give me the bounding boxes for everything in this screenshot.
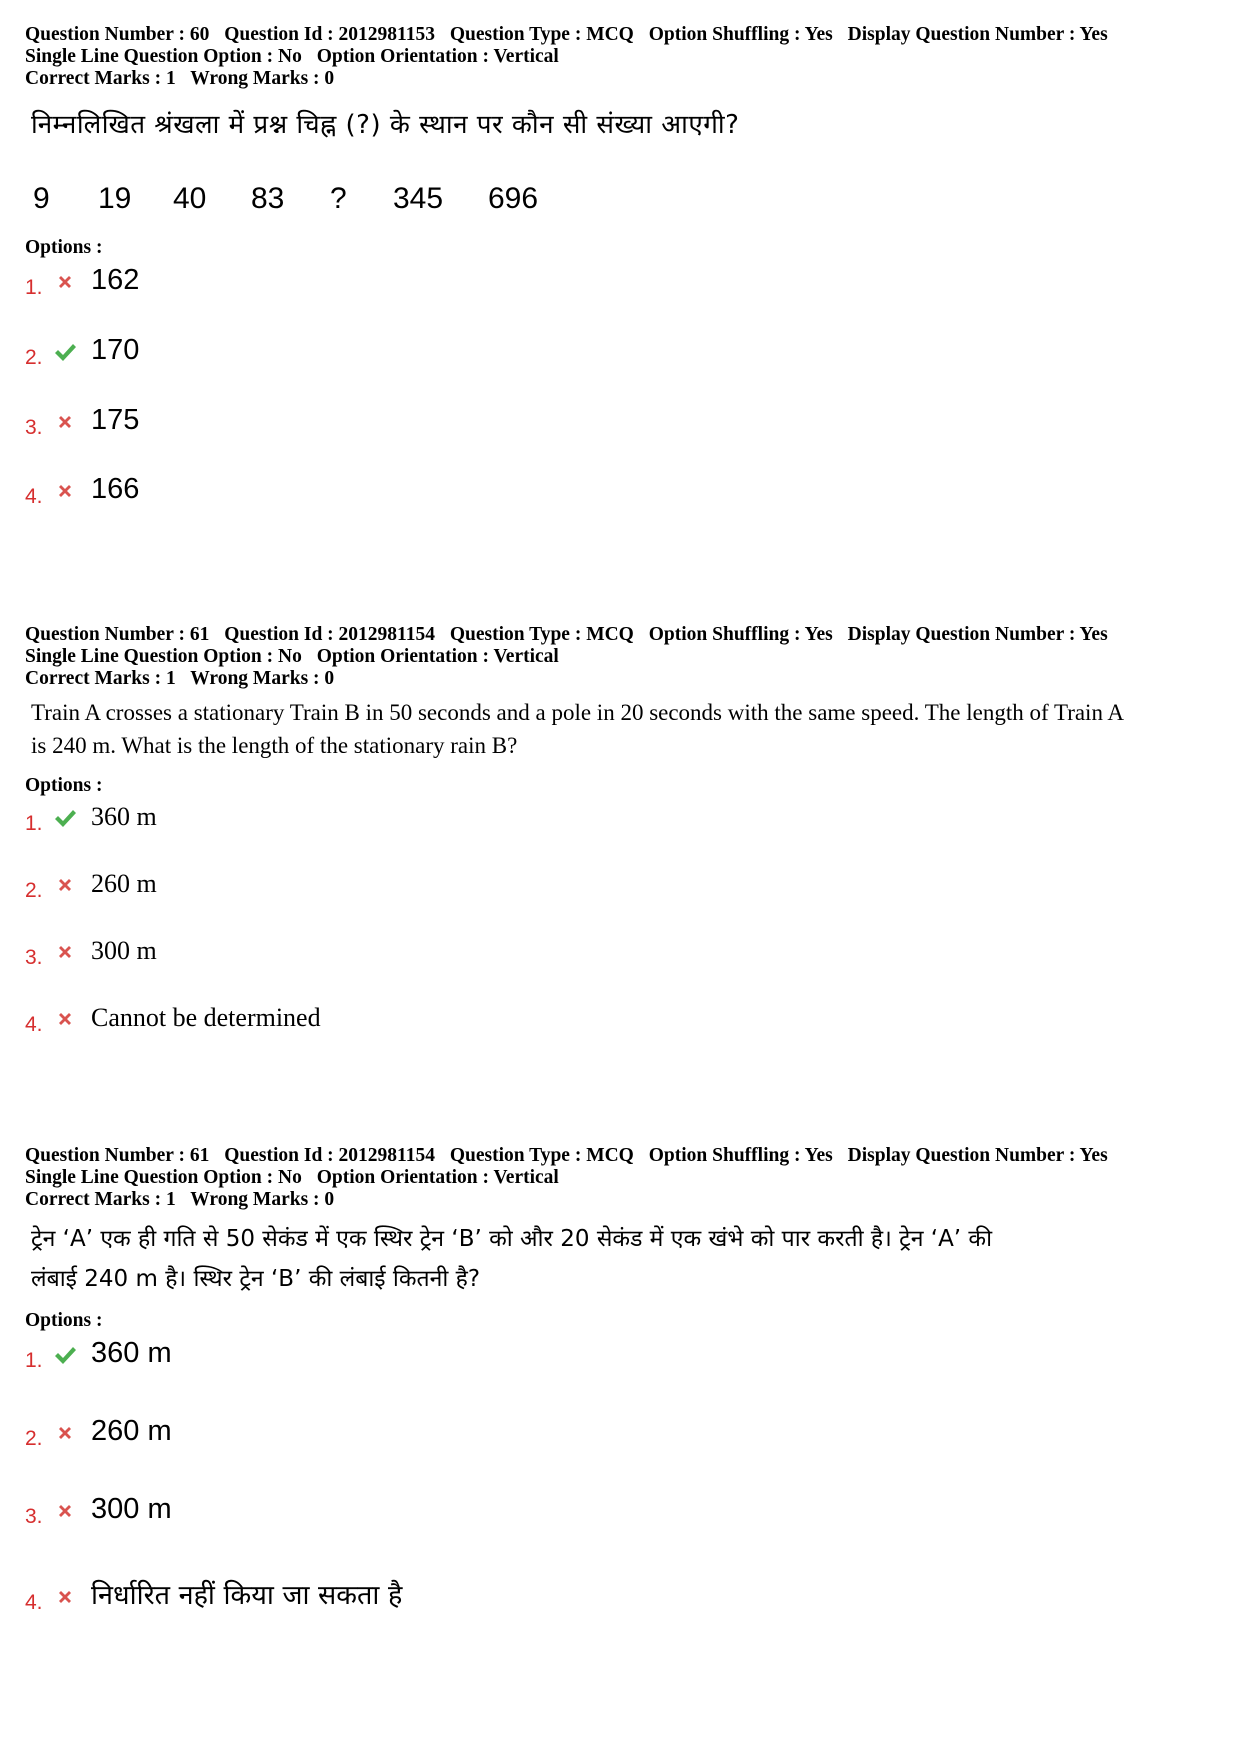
question-text: निम्नलिखित श्रंखला में प्रश्न चिह्न (?) के स्थान पर कौन सी संख्या आएगी? (31, 110, 740, 140)
correct-marks: Correct Marks : 1 (25, 668, 176, 689)
option-1[interactable] (25, 800, 925, 840)
option-3[interactable] (25, 404, 925, 444)
wrong-marks: Wrong Marks : 0 (190, 1189, 335, 1210)
marks-line (25, 668, 1220, 690)
single-line-option: Single Line Question Option : No (25, 646, 302, 667)
correct-marks: Correct Marks : 1 (25, 1189, 176, 1210)
question-text (25, 696, 1220, 762)
question-text-line: लंबाई 240 m है। स्थिर ट्रेन ‘B’ की लंबाई कितनी है? (31, 1266, 481, 1292)
question-meta-line1 (25, 624, 1220, 646)
options-label: Options : (25, 237, 103, 258)
option-text: 170 (91, 334, 140, 366)
single-line-option: Single Line Question Option : No (25, 1167, 302, 1188)
question-meta-line2 (25, 646, 1220, 668)
wrong-icon (53, 940, 77, 964)
option-4[interactable] (25, 1579, 925, 1619)
option-text: Cannot be determined (91, 1003, 321, 1032)
options-list (25, 1333, 1220, 1623)
question-id: Question Id : 2012981153 (224, 24, 435, 45)
option-number: 2. (25, 879, 43, 902)
wrong-icon (53, 1585, 77, 1609)
question-number: Question Number : 61 (25, 624, 210, 645)
option-text: 175 (91, 404, 140, 436)
question-type: Question Type : MCQ (449, 24, 634, 45)
wrong-icon (53, 1007, 77, 1031)
option-4[interactable] (25, 473, 925, 513)
option-number: 2. (25, 346, 43, 369)
question-text-line: Train A crosses a stationary Train B in 50 seconds and a pole in 20 seconds with the same speed. The length of Train A (31, 700, 1125, 725)
option-2[interactable] (25, 867, 925, 907)
option-text: 260 m (91, 1415, 172, 1447)
display-question-number: Display Question Number : Yes (847, 1145, 1108, 1166)
correct-icon (53, 1343, 77, 1367)
option-number: 4. (25, 1591, 43, 1614)
marks-line (25, 68, 1220, 90)
wrong-icon (53, 270, 77, 294)
wrong-icon (53, 479, 77, 503)
single-line-option: Single Line Question Option : No (25, 46, 302, 67)
series-number: 696 (488, 182, 539, 215)
option-number: 3. (25, 1505, 43, 1528)
option-text: 300 m (91, 936, 157, 965)
wrong-icon (53, 1499, 77, 1523)
option-shuffling: Option Shuffling : Yes (648, 624, 833, 645)
series-number: 19 (98, 182, 132, 215)
series-number: 83 (251, 182, 285, 215)
options-label: Options : (25, 775, 103, 796)
question-meta-line1 (25, 1145, 1220, 1167)
option-shuffling: Option Shuffling : Yes (648, 24, 833, 45)
display-question-number: Display Question Number : Yes (847, 624, 1108, 645)
question-type: Question Type : MCQ (449, 624, 634, 645)
question-block-61-hi (25, 1145, 1220, 1623)
series-number: 345 (393, 182, 444, 215)
question-text-line: ट्रेन ‘A’ एक ही गति से 50 सेकंड में एक स्थिर ट्रेन ‘B’ को और 20 सेकंड में एक खंभे को पार करती है। ट्रेन ‘A’ की (31, 1226, 993, 1252)
option-text: 162 (91, 264, 140, 296)
question-number: Question Number : 61 (25, 1145, 210, 1166)
option-1[interactable] (25, 264, 925, 304)
series-number: 9 (33, 182, 50, 215)
option-text: 260 m (91, 869, 157, 898)
number-series (25, 182, 1220, 222)
question-text-line: is 240 m. What is the length of the stationary rain B? (31, 733, 518, 758)
series-number: ? (330, 182, 347, 215)
option-orientation: Option Orientation : Vertical (316, 646, 559, 667)
correct-marks: Correct Marks : 1 (25, 68, 176, 89)
question-text (25, 1219, 1220, 1299)
option-2[interactable] (25, 334, 925, 374)
correct-icon (53, 806, 77, 830)
question-id: Question Id : 2012981154 (224, 624, 435, 645)
wrong-icon (53, 873, 77, 897)
correct-icon (53, 340, 77, 364)
option-text: 360 m (91, 1337, 172, 1369)
option-2[interactable] (25, 1415, 925, 1455)
option-text: निर्धारित नहीं किया जा सकता है (91, 1580, 403, 1611)
option-number: 2. (25, 1427, 43, 1450)
option-4[interactable] (25, 1001, 925, 1041)
wrong-marks: Wrong Marks : 0 (190, 68, 335, 89)
question-type: Question Type : MCQ (449, 1145, 634, 1166)
option-number: 4. (25, 485, 43, 508)
wrong-icon (53, 410, 77, 434)
option-shuffling: Option Shuffling : Yes (648, 1145, 833, 1166)
option-number: 4. (25, 1013, 43, 1036)
question-block-60 (25, 24, 1220, 540)
question-meta-line2 (25, 1167, 1220, 1189)
option-text: 300 m (91, 1493, 172, 1525)
marks-line (25, 1189, 1220, 1211)
options-list (25, 260, 1220, 540)
display-question-number: Display Question Number : Yes (847, 24, 1108, 45)
option-number: 3. (25, 946, 43, 969)
options-list (25, 798, 1220, 1068)
option-orientation: Option Orientation : Vertical (316, 46, 559, 67)
wrong-marks: Wrong Marks : 0 (190, 668, 335, 689)
wrong-icon (53, 1421, 77, 1445)
option-number: 1. (25, 812, 43, 835)
options-label: Options : (25, 1310, 103, 1331)
question-meta-line1 (25, 24, 1220, 46)
option-3[interactable] (25, 934, 925, 974)
question-id: Question Id : 2012981154 (224, 1145, 435, 1166)
option-number: 1. (25, 276, 43, 299)
option-3[interactable] (25, 1493, 925, 1533)
option-text: 360 m (91, 802, 157, 831)
question-number: Question Number : 60 (25, 24, 210, 45)
question-block-61-en (25, 624, 1220, 1068)
option-text: 166 (91, 473, 140, 505)
series-number: 40 (173, 182, 207, 215)
option-1[interactable] (25, 1337, 925, 1377)
option-number: 3. (25, 416, 43, 439)
question-meta-line2 (25, 46, 1220, 68)
option-number: 1. (25, 1349, 43, 1372)
option-orientation: Option Orientation : Vertical (316, 1167, 559, 1188)
